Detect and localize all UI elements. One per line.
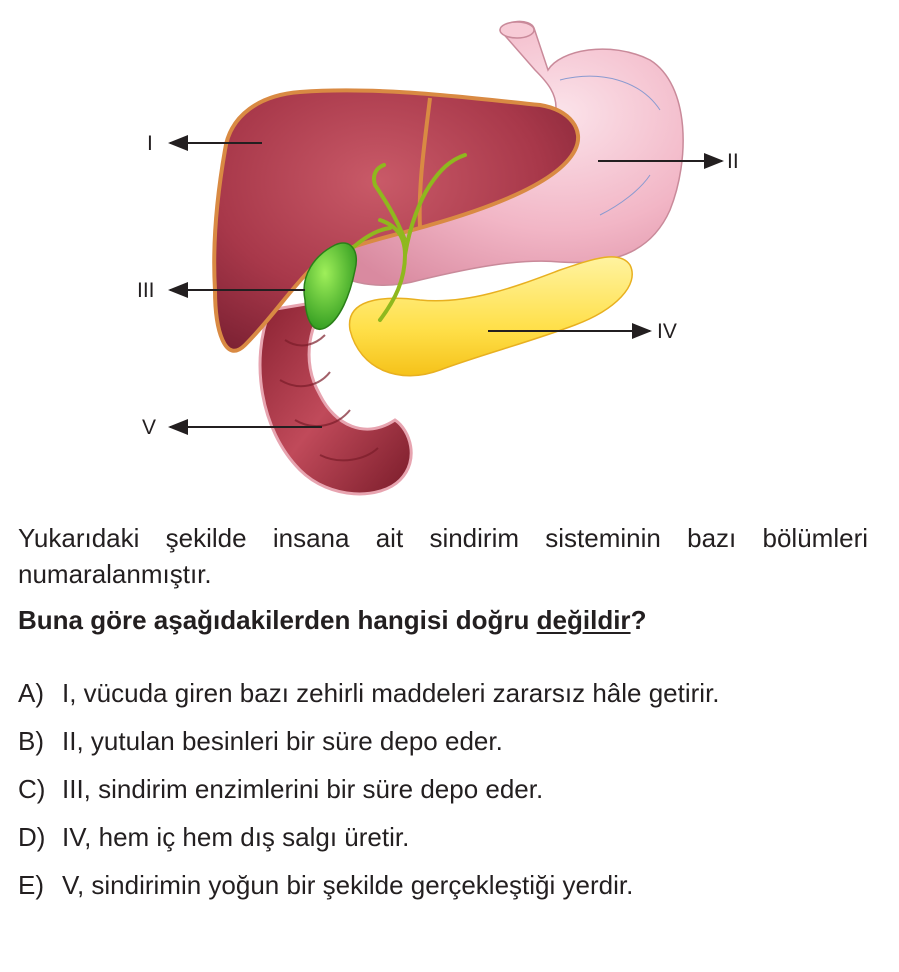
option-text: V, sindirimin yoğun bir şekilde gerçekleştiği yerdir. (62, 870, 634, 900)
answer-options (18, 676, 868, 916)
label-IV: IV (657, 320, 677, 343)
option-letter: A) (18, 678, 44, 708)
option-letter: D) (18, 822, 46, 852)
prompt-emphasis: değildir (536, 605, 631, 635)
option-text: I, vücuda giren bazı zehirli maddeleri zararsız hâle getirir. (62, 678, 720, 708)
option-letter: B) (18, 726, 44, 756)
question-stem (18, 520, 868, 638)
label-I: I (147, 132, 153, 155)
option-text: IV, hem iç hem dış salgı üretir. (62, 822, 410, 852)
question-intro: Yukarıdaki şekilde insana ait sindirim sisteminin bazı bölümleri numaralanmıştır. (18, 523, 868, 589)
label-II: II (727, 150, 739, 173)
option-d[interactable] (18, 820, 868, 854)
option-a[interactable] (18, 676, 868, 710)
question-prompt (18, 602, 868, 638)
option-b[interactable] (18, 724, 868, 758)
option-text: III, sindirim enzimlerini bir süre depo eder. (62, 774, 544, 804)
option-text: II, yutulan besinleri bir süre depo eder. (62, 726, 503, 756)
option-c[interactable] (18, 772, 868, 806)
option-letter: E) (18, 870, 44, 900)
option-letter: C) (18, 774, 46, 804)
option-e[interactable] (18, 868, 868, 902)
label-III: III (137, 279, 155, 302)
prompt-text: Buna göre aşağıdakilerden hangisi doğru (18, 605, 537, 635)
prompt-end: ? (630, 605, 647, 635)
label-V: V (142, 416, 157, 439)
